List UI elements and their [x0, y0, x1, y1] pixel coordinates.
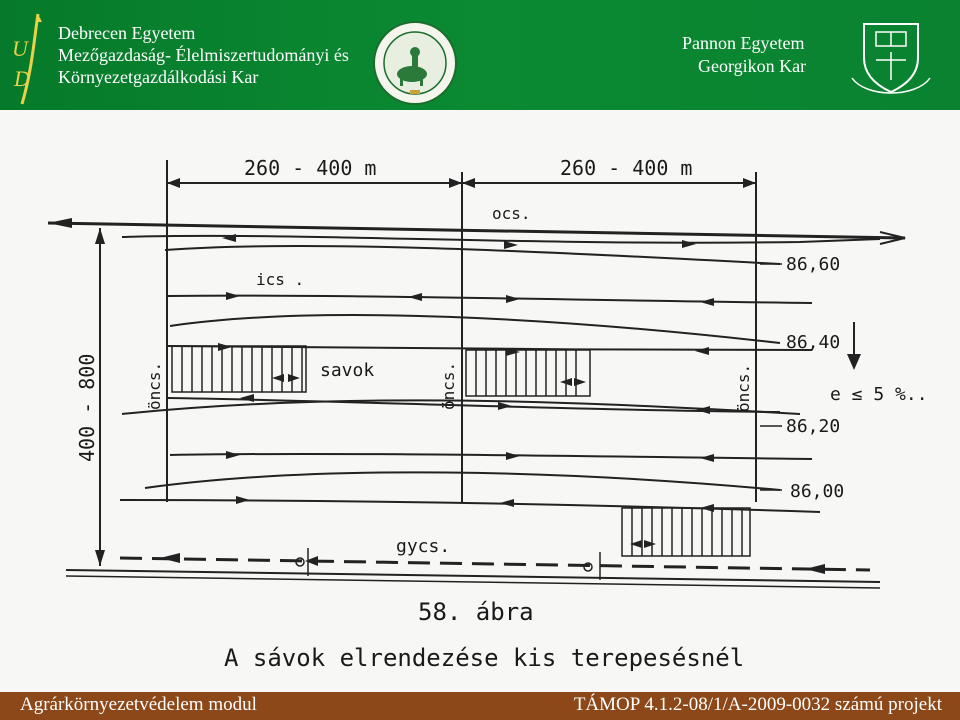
- strip-middle: [466, 350, 590, 396]
- label-ocs: ocs.: [492, 204, 531, 223]
- strip-bottom: [622, 508, 750, 556]
- dimension-top-right: 260 - 400 m: [560, 156, 693, 180]
- contour-label-2: 86,40: [786, 332, 841, 353]
- footer-project-id: TÁMOP 4.1.2-08/1/A-2009-0032 számú projekt: [573, 694, 942, 715]
- label-slope: e ≤ 5 %..: [830, 384, 928, 405]
- strip-layout-diagram: [0, 110, 960, 692]
- label-oncs-middle: öncs.: [439, 361, 458, 410]
- slope-down-arrow-icon: [847, 322, 861, 370]
- ud-logo: [8, 10, 50, 106]
- svg-text:U: U: [12, 36, 28, 61]
- university-crest-icon: [846, 16, 936, 100]
- label-gycs: gycs.: [396, 536, 451, 557]
- dimension-top-left: 260 - 400 m: [244, 156, 377, 180]
- left-institution-line3: Környezetgazdálkodási Kar: [58, 67, 259, 87]
- figure-title: A sávok elrendezése kis terepesésnél: [224, 644, 745, 672]
- header-banner: [0, 0, 960, 110]
- contour-label-1: 86,60: [786, 254, 841, 275]
- left-institution-title: [58, 22, 349, 88]
- right-institution-line2: Georgikon Kar: [698, 56, 807, 76]
- collector-channel-gycs: [120, 558, 870, 570]
- footer-bar: [0, 692, 960, 720]
- faculty-seal-icon: [372, 20, 458, 106]
- strip-left: [172, 346, 306, 392]
- label-oncs-right: öncs.: [734, 363, 753, 412]
- label-oncs-left: öncs.: [145, 361, 164, 410]
- right-institution-title: [682, 32, 806, 78]
- footer-module-name: Agrárkörnyezetvédelem modul: [20, 694, 257, 715]
- figure-number: 58. ábra: [418, 598, 534, 626]
- contour-label-4: 86,00: [790, 481, 845, 502]
- dimension-side: 400 - 800: [75, 353, 99, 462]
- contour-label-3: 86,20: [786, 416, 841, 437]
- left-institution-line2: Mezőgazdaság- Élelmiszertudományi és: [58, 45, 349, 65]
- right-institution-line1: Pannon Egyetem: [682, 33, 805, 53]
- left-institution-line1: Debrecen Egyetem: [58, 23, 196, 43]
- svg-text:D: D: [14, 66, 30, 91]
- label-savok: savok: [320, 360, 375, 381]
- label-ics: ics .: [256, 270, 305, 289]
